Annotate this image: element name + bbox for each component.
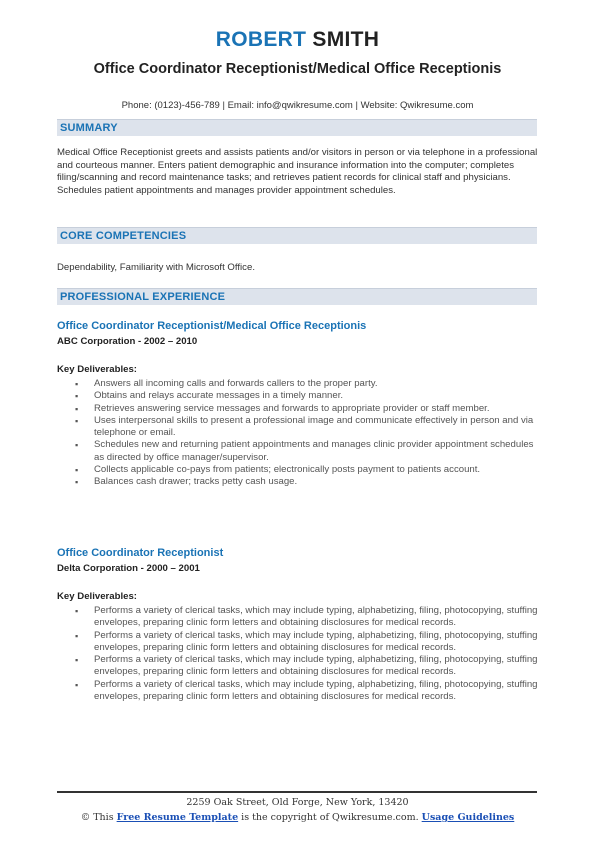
contact-line: Phone: (0123)-456-789 | Email: info@qwikresume.com | Website: Qwikresume.com — [121, 100, 474, 111]
copyright-middle: is the copyright of Qwikresume.com. — [241, 812, 419, 823]
footer-divider — [57, 791, 537, 793]
list-item: ▪ Obtains and relays accurate messages in a timely manner. — [75, 390, 541, 402]
competencies-text: Dependability, Familiarity with Microsoft Office. — [57, 262, 255, 273]
list-item: ▪ Performs a variety of clerical tasks, which may include typing, alphabetizing, filing, photocopying, stuffing envelopes, preparing clinic form letters and obtaining disclosures for medical records. — [75, 654, 541, 679]
footer-copyright — [0, 812, 595, 823]
headline-title: Office Coordinator Receptionist/Medical Office Receptionis — [93, 61, 502, 77]
list-item: ▪ Retrieves answering service messages and forwards to appropriate provider or staff member. — [75, 403, 541, 415]
section-heading: CORE COMPETENCIES — [60, 230, 187, 242]
section-experience-header — [57, 288, 537, 305]
section-heading: PROFESSIONAL EXPERIENCE — [60, 291, 226, 303]
last-name: SMITH — [312, 28, 380, 51]
list-item: ▪ Performs a variety of clerical tasks, which may include typing, alphabetizing, filing, photocopying, stuffing envelopes, preparing clinic form letters and obtaining disclosures for medical records. — [75, 605, 541, 630]
section-heading: SUMMARY — [60, 122, 118, 134]
list-item: ▪ Performs a variety of clerical tasks, which may include typing, alphabetizing, filing, photocopying, stuffing envelopes, preparing clinic form letters and obtaining disclosures for medical records. — [75, 630, 541, 655]
usage-guidelines-link[interactable]: Usage Guidelines — [421, 812, 515, 823]
list-item: ▪ Performs a variety of clerical tasks, which may include typing, alphabetizing, filing, photocopying, stuffing envelopes, preparing clinic form letters and obtaining disclosures for medical records. — [75, 679, 541, 704]
list-item: ▪ Uses interpersonal skills to present a professional image and communicate effectively in person and via telephone or email. — [75, 415, 541, 440]
section-competencies-header — [57, 227, 537, 244]
section-summary-header — [57, 119, 537, 136]
deliverables-list — [75, 605, 541, 703]
free-resume-template-link[interactable]: Free Resume Template — [116, 812, 239, 823]
job-company: Delta Corporation - 2000 – 2001 — [57, 563, 200, 574]
job-company: ABC Corporation - 2002 – 2010 — [57, 336, 198, 347]
candidate-name — [0, 28, 595, 52]
list-item: ▪ Answers all incoming calls and forwards callers to the proper party. — [75, 378, 541, 390]
copyright-prefix: © This — [80, 812, 114, 823]
list-item: ▪ Balances cash drawer; tracks petty cash usage. — [75, 476, 541, 488]
summary-text: Medical Office Receptionist greets and assists patients and/or visitors in person or via telephone in a professional and courteous manner. Enters patient demographic and insurance information into the computer; completes filing/scanning and record maintenance tasks; and retrieves patient records for clinical staff and physicians. Schedules patient appointments and manages provider appointment schedules. — [57, 147, 538, 196]
deliverables-label: Key Deliverables: — [57, 364, 137, 375]
list-item: ▪ Collects applicable co-pays from patients; electronically posts payment to patients account. — [75, 464, 541, 476]
footer-address: 2259 Oak Street, Old Forge, New York, 13420 — [186, 797, 409, 808]
job-title: Office Coordinator Receptionist — [57, 547, 224, 559]
first-name: ROBERT — [215, 28, 307, 51]
list-item: ▪ Schedules new and returning patient appointments and manages clinic provider appointment schedules as directed by office manager/supervisor. — [75, 439, 541, 464]
deliverables-list — [75, 378, 541, 489]
job-title: Office Coordinator Receptionist/Medical Office Receptionis — [57, 320, 367, 332]
deliverables-label: Key Deliverables: — [57, 591, 137, 602]
